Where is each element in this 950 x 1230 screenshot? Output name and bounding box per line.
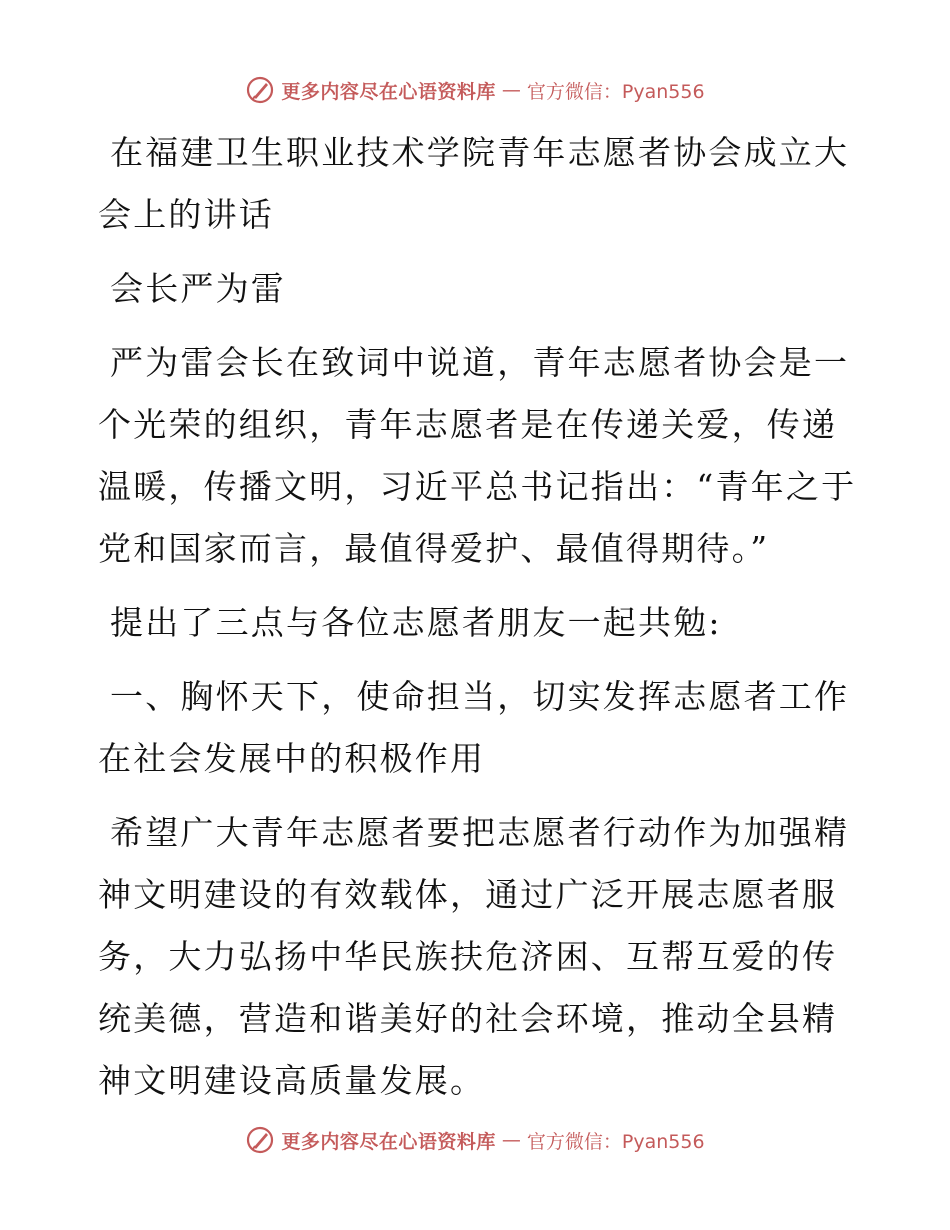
watermark-text: 更多内容尽在心语资料库 [281,1130,496,1153]
watermark-wechat: 官方微信：Pyan556 [526,1130,705,1153]
watermark-wechat: 官方微信：Pyan556 [526,80,705,103]
document-body [98,122,858,1124]
document-author: 会长严为雷 [110,269,286,308]
paragraph-2: 提出了三点与各位志愿者朋友一起共勉: [110,603,722,642]
header-watermark [0,70,950,110]
footer-watermark [0,1120,950,1160]
document-title: 在福建卫生职业技术学院青年志愿者协会成立大会上的讲话 [98,133,850,234]
watermark-text: 更多内容尽在心语资料库 [281,80,496,103]
paragraph-1: 严为雷会长在致词中说道，青年志愿者协会是一个光荣的组织，青年志愿者是在传递关爱，传递温暖，传播文明，习近平总书记指出：“青年之于党和国家而言，最值得爱护、最值得期待。” [98,343,857,568]
watermark-separator: — [501,1129,521,1151]
section-heading-1: 一、胸怀天下，使命担当，切实发挥志愿者工作在社会发展中的积极作用 [98,677,850,778]
watermark-separator: — [501,79,521,101]
quill-logo-icon [245,1125,275,1155]
quill-logo-icon [245,75,275,105]
paragraph-3: 希望广大青年志愿者要把志愿者行动作为加强精神文明建设的有效载体，通过广泛开展志愿者服务，大力弘扬中华民族扶危济困、互帮互爱的传统美德，营造和谐美好的社会环境，推动全县精神文明建设高质量发展。 [98,813,850,1100]
